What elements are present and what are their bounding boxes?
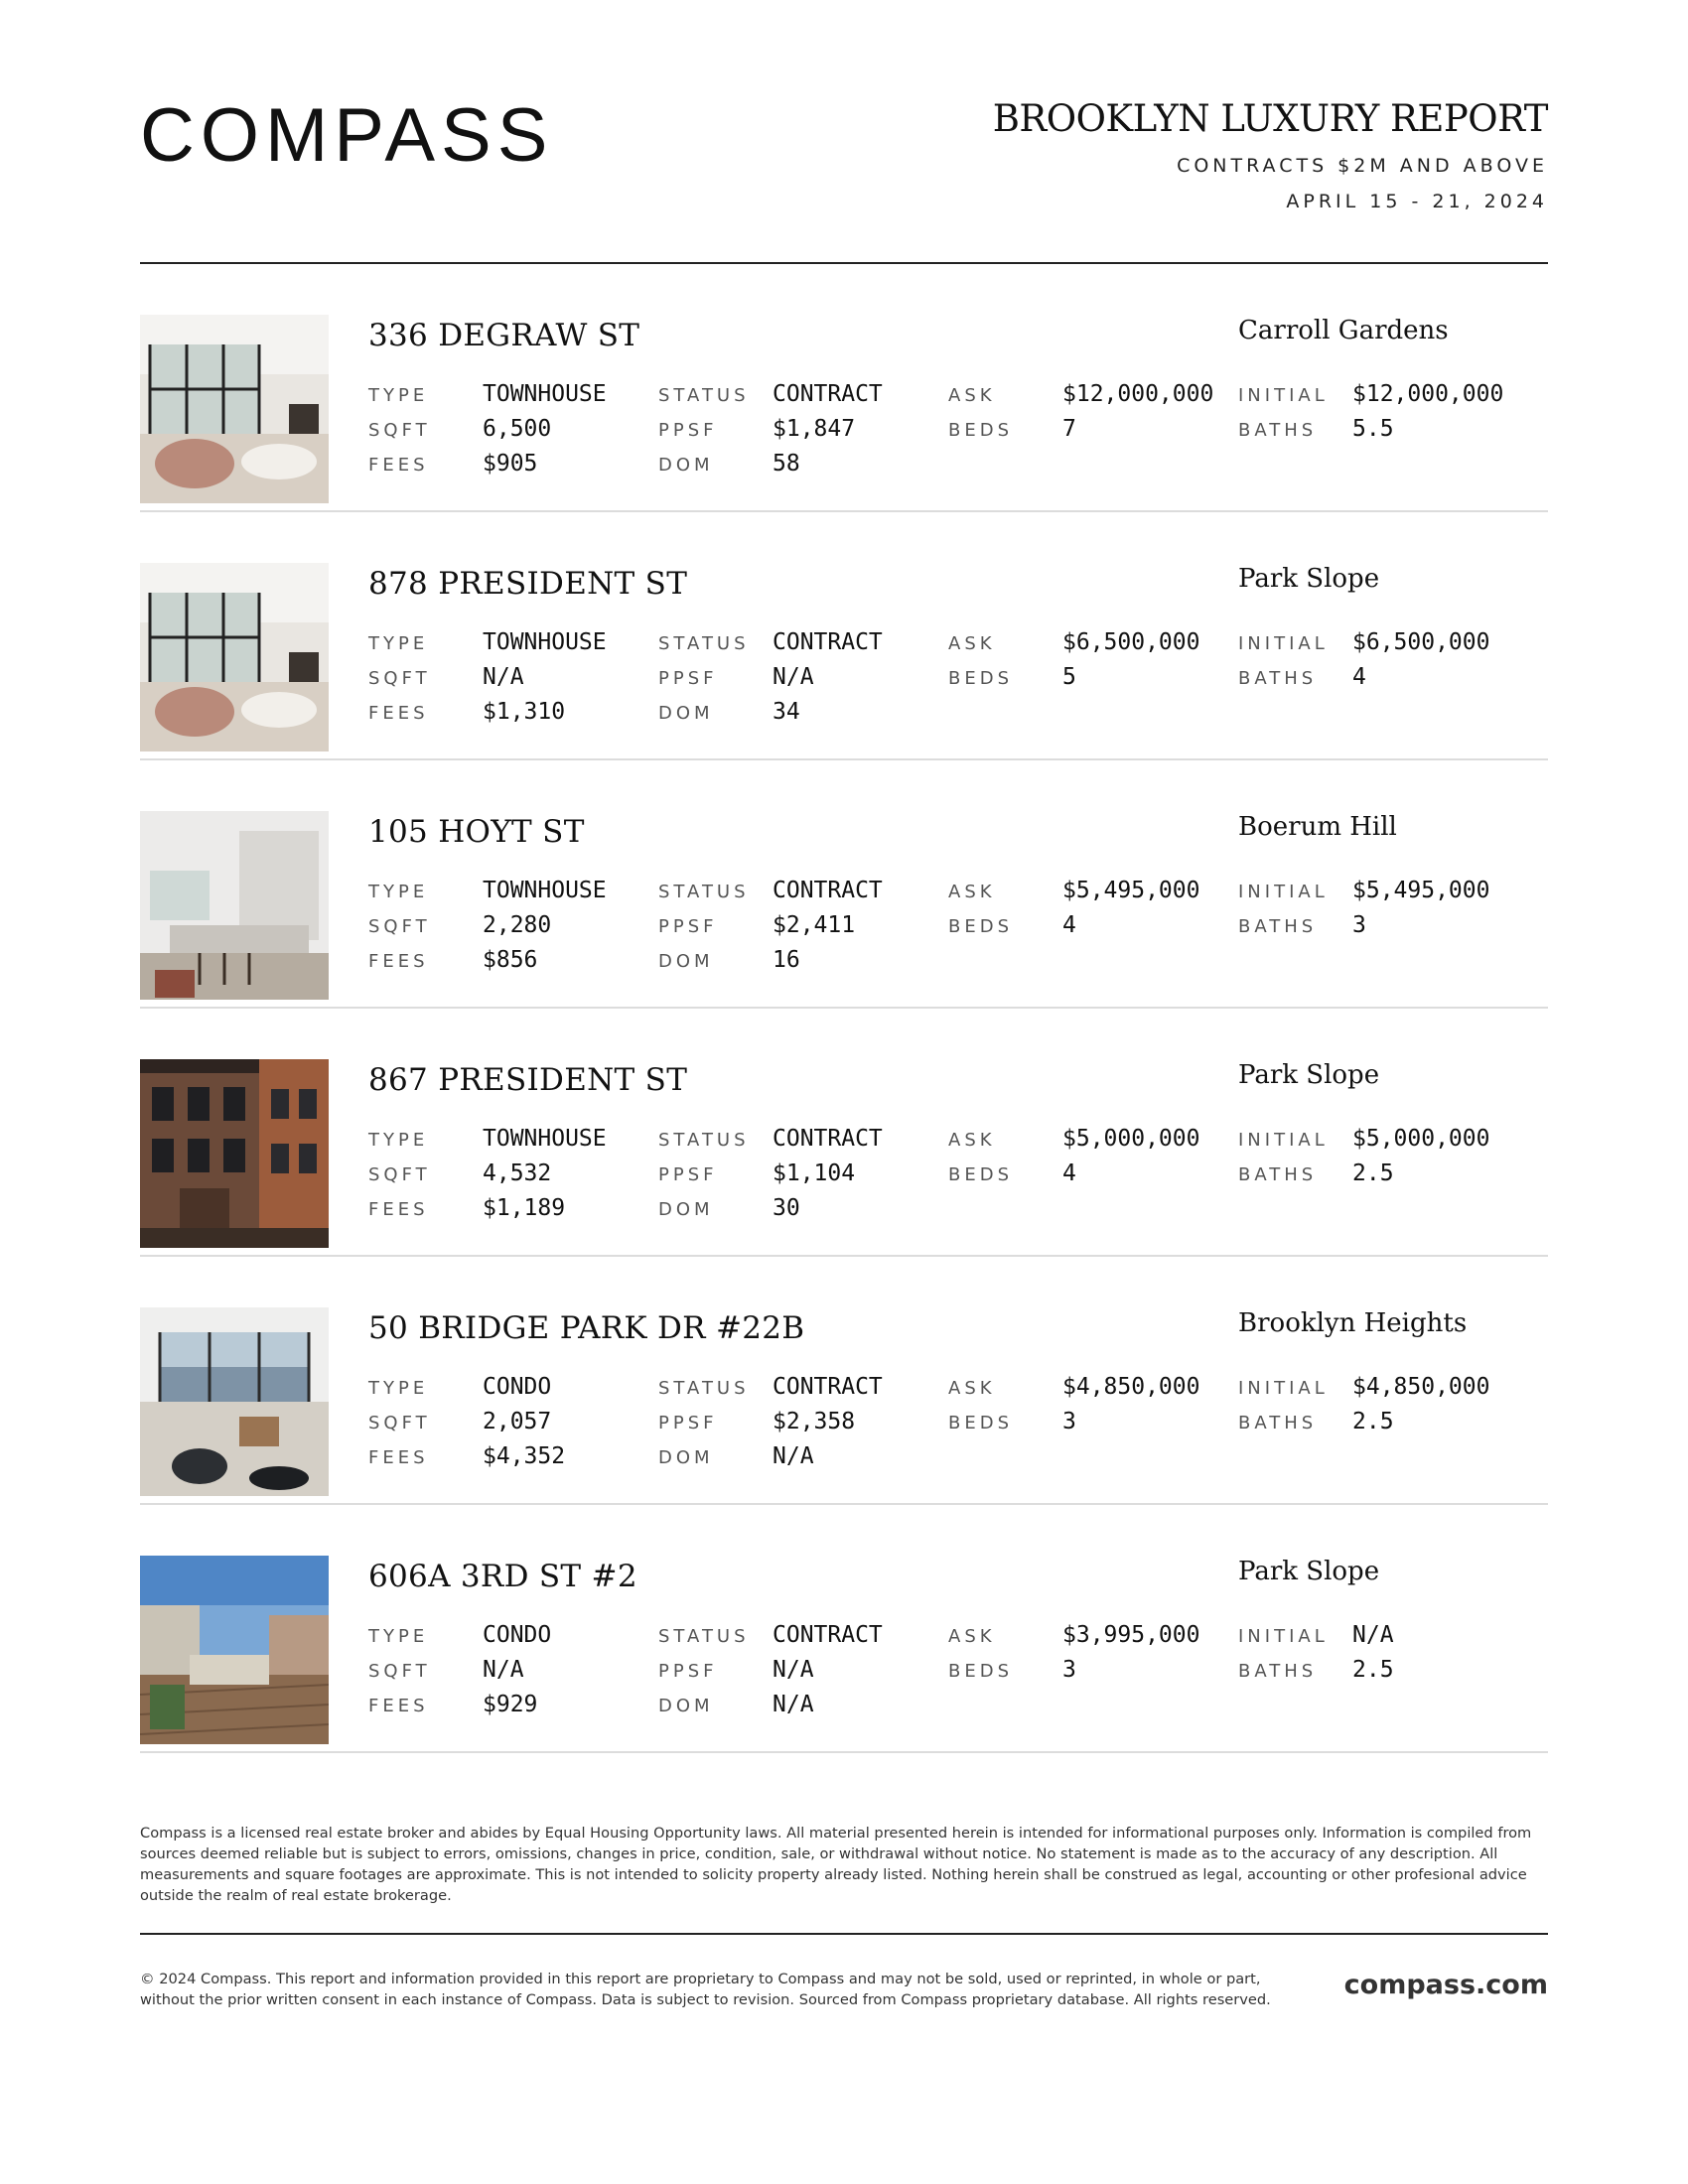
baths-label: BATHS xyxy=(1238,916,1318,937)
baths-label: BATHS xyxy=(1238,1164,1318,1185)
type-value: TOWNHOUSE xyxy=(483,381,607,407)
ask-value: $3,995,000 xyxy=(1062,1622,1200,1648)
initial-value: $4,850,000 xyxy=(1352,1374,1490,1400)
sqft-label: SQFT xyxy=(368,916,431,937)
baths-value: 2.5 xyxy=(1352,1657,1394,1683)
type-label: TYPE xyxy=(368,385,429,406)
ask-label: ASK xyxy=(948,1378,996,1399)
type-value: TOWNHOUSE xyxy=(483,629,607,655)
sqft-label: SQFT xyxy=(368,1661,431,1682)
baths-value: 2.5 xyxy=(1352,1160,1394,1186)
sqft-value: N/A xyxy=(483,1657,524,1683)
logo-text: COMPASS xyxy=(140,99,554,169)
initial-value: N/A xyxy=(1352,1622,1394,1648)
type-value: TOWNHOUSE xyxy=(483,1126,607,1152)
ppsf-value: $2,411 xyxy=(773,912,856,938)
ask-label: ASK xyxy=(948,385,996,406)
ask-label: ASK xyxy=(948,882,996,902)
report-header xyxy=(140,95,1548,264)
beds-label: BEDS xyxy=(948,1164,1014,1185)
report-title: BROOKLYN LUXURY REPORT xyxy=(992,97,1548,140)
sqft-value: 2,280 xyxy=(483,912,552,938)
listing-address[interactable]: 867 PRESIDENT ST xyxy=(368,1062,688,1098)
type-label: TYPE xyxy=(368,633,429,654)
initial-value: $12,000,000 xyxy=(1352,381,1504,407)
fees-label: FEES xyxy=(368,1447,429,1468)
status-label: STATUS xyxy=(658,1130,750,1151)
listing-address[interactable]: 50 BRIDGE PARK DR #22B xyxy=(368,1310,805,1346)
beds-value: 3 xyxy=(1062,1657,1076,1683)
fees-value: $929 xyxy=(483,1692,538,1717)
beds-value: 7 xyxy=(1062,416,1076,442)
sqft-label: SQFT xyxy=(368,420,431,441)
listing-neighborhood: Boerum Hill xyxy=(1238,812,1397,842)
ask-value: $5,000,000 xyxy=(1062,1126,1200,1152)
type-value: CONDO xyxy=(483,1374,552,1400)
website-link[interactable]: compass.com xyxy=(1343,1970,1548,2000)
beds-value: 5 xyxy=(1062,664,1076,690)
status-value: CONTRACT xyxy=(773,1622,883,1648)
ppsf-label: PPSF xyxy=(658,1413,718,1433)
initial-label: INITIAL xyxy=(1238,633,1329,654)
initial-label: INITIAL xyxy=(1238,1626,1329,1647)
ask-label: ASK xyxy=(948,633,996,654)
initial-label: INITIAL xyxy=(1238,385,1329,406)
initial-value: $5,495,000 xyxy=(1352,878,1490,903)
baths-label: BATHS xyxy=(1238,420,1318,441)
sqft-label: SQFT xyxy=(368,1413,431,1433)
type-label: TYPE xyxy=(368,1130,429,1151)
initial-label: INITIAL xyxy=(1238,882,1329,902)
sqft-value: 6,500 xyxy=(483,416,552,442)
sqft-value: 2,057 xyxy=(483,1409,552,1434)
listing-neighborhood: Park Slope xyxy=(1238,564,1380,594)
condo-water-view-photo[interactable] xyxy=(140,1307,329,1496)
baths-label: BATHS xyxy=(1238,1413,1318,1433)
listings-list xyxy=(140,264,1548,1753)
report-dates: APRIL 15 - 21, 2024 xyxy=(1286,191,1548,212)
fees-value: $4,352 xyxy=(483,1443,566,1469)
listing-neighborhood: Park Slope xyxy=(1238,1060,1380,1090)
ppsf-value: $1,104 xyxy=(773,1160,856,1186)
dom-value: 34 xyxy=(773,699,800,725)
dom-value: 30 xyxy=(773,1195,800,1221)
brownstone-facade-photo[interactable] xyxy=(140,1059,329,1248)
ask-value: $4,850,000 xyxy=(1062,1374,1200,1400)
listing-row xyxy=(140,264,1548,512)
dom-label: DOM xyxy=(658,951,714,972)
fees-label: FEES xyxy=(368,703,429,724)
listing-row xyxy=(140,760,1548,1009)
type-label: TYPE xyxy=(368,1378,429,1399)
sqft-label: SQFT xyxy=(368,668,431,689)
fees-value: $1,310 xyxy=(483,699,566,725)
listing-neighborhood: Brooklyn Heights xyxy=(1238,1308,1468,1338)
ppsf-label: PPSF xyxy=(658,1661,718,1682)
status-label: STATUS xyxy=(658,385,750,406)
status-label: STATUS xyxy=(658,882,750,902)
ask-value: $5,495,000 xyxy=(1062,878,1200,903)
fees-value: $1,189 xyxy=(483,1195,566,1221)
fees-value: $856 xyxy=(483,947,538,973)
listing-row xyxy=(140,1505,1548,1753)
listing-row xyxy=(140,1257,1548,1505)
type-label: TYPE xyxy=(368,1626,429,1647)
initial-label: INITIAL xyxy=(1238,1378,1329,1399)
dom-label: DOM xyxy=(658,455,714,476)
footer-divider xyxy=(140,1933,1548,1935)
listing-row xyxy=(140,512,1548,760)
fees-value: $905 xyxy=(483,451,538,477)
baths-value: 2.5 xyxy=(1352,1409,1394,1434)
ppsf-label: PPSF xyxy=(658,916,718,937)
beds-label: BEDS xyxy=(948,1413,1014,1433)
type-value: TOWNHOUSE xyxy=(483,878,607,903)
sqft-label: SQFT xyxy=(368,1164,431,1185)
ask-value: $12,000,000 xyxy=(1062,381,1214,407)
ask-label: ASK xyxy=(948,1130,996,1151)
ppsf-label: PPSF xyxy=(658,1164,718,1185)
beds-label: BEDS xyxy=(948,668,1014,689)
initial-label: INITIAL xyxy=(1238,1130,1329,1151)
dom-value: N/A xyxy=(773,1692,814,1717)
fees-label: FEES xyxy=(368,951,429,972)
beds-label: BEDS xyxy=(948,916,1014,937)
copyright-text: © 2024 Compass. This report and information provided in this report are proprietary to Compass and may not be sold, used or reprinted, in whole or part, without the prior written consent in each instance of Compass. Data is subject to revision. Sourced from Compass proprietary database. All rights reserved. xyxy=(140,1971,1271,2008)
status-label: STATUS xyxy=(658,633,750,654)
beds-value: 4 xyxy=(1062,1160,1076,1186)
sqft-value: N/A xyxy=(483,664,524,690)
ppsf-value: N/A xyxy=(773,664,814,690)
dom-label: DOM xyxy=(658,1447,714,1468)
baths-value: 4 xyxy=(1352,664,1366,690)
sqft-value: 4,532 xyxy=(483,1160,552,1186)
listing-neighborhood: Park Slope xyxy=(1238,1557,1380,1586)
dom-label: DOM xyxy=(658,1696,714,1716)
townhouse-living-room-photo[interactable] xyxy=(140,563,329,751)
listing-address[interactable]: 606A 3RD ST #2 xyxy=(368,1559,637,1594)
report-subtitle: CONTRACTS $2M AND ABOVE xyxy=(1177,155,1548,177)
dom-value: 16 xyxy=(773,947,800,973)
compass-logo xyxy=(140,99,577,169)
ppsf-value: $1,847 xyxy=(773,416,856,442)
listing-address[interactable]: 336 DEGRAW ST xyxy=(368,318,640,353)
ppsf-value: N/A xyxy=(773,1657,814,1683)
townhouse-living-room-photo[interactable] xyxy=(140,315,329,503)
status-label: STATUS xyxy=(658,1378,750,1399)
ppsf-label: PPSF xyxy=(658,420,718,441)
status-label: STATUS xyxy=(658,1626,750,1647)
fees-label: FEES xyxy=(368,455,429,476)
listing-neighborhood: Carroll Gardens xyxy=(1238,316,1449,345)
beds-label: BEDS xyxy=(948,420,1014,441)
listing-address[interactable]: 105 HOYT ST xyxy=(368,814,585,850)
listing-address[interactable]: 878 PRESIDENT ST xyxy=(368,566,688,602)
status-value: CONTRACT xyxy=(773,381,883,407)
baths-label: BATHS xyxy=(1238,668,1318,689)
fees-label: FEES xyxy=(368,1696,429,1716)
beds-value: 4 xyxy=(1062,912,1076,938)
baths-value: 5.5 xyxy=(1352,416,1394,442)
ask-label: ASK xyxy=(948,1626,996,1647)
status-value: CONTRACT xyxy=(773,629,883,655)
dom-value: N/A xyxy=(773,1443,814,1469)
initial-value: $6,500,000 xyxy=(1352,629,1490,655)
ppsf-label: PPSF xyxy=(658,668,718,689)
roof-deck-photo[interactable] xyxy=(140,1556,329,1744)
type-label: TYPE xyxy=(368,882,429,902)
ppsf-value: $2,358 xyxy=(773,1409,856,1434)
beds-value: 3 xyxy=(1062,1409,1076,1434)
status-value: CONTRACT xyxy=(773,878,883,903)
status-value: CONTRACT xyxy=(773,1374,883,1400)
listing-row xyxy=(140,1009,1548,1257)
baths-label: BATHS xyxy=(1238,1661,1318,1682)
kitchen-photo[interactable] xyxy=(140,811,329,1000)
initial-value: $5,000,000 xyxy=(1352,1126,1490,1152)
beds-label: BEDS xyxy=(948,1661,1014,1682)
report-page xyxy=(140,0,1548,2184)
disclaimer-text: Compass is a licensed real estate broker and abides by Equal Housing Opportunity laws. All material presented herein is intended for informational purposes only. Information is compiled from sources deemed reliable but is subject to errors, omissions, changes in price, condition, sale, or withdrawal without notice. No statement is made as to the accuracy of any description. All measurements and square footages are approximate. This is not intended to solicity property already listed. Nothing herein shall be construed as legal, accounting or other profesional advice outside the realm of real estate brokerage. xyxy=(140,1825,1532,1904)
fees-label: FEES xyxy=(368,1199,429,1220)
dom-label: DOM xyxy=(658,703,714,724)
dom-label: DOM xyxy=(658,1199,714,1220)
baths-value: 3 xyxy=(1352,912,1366,938)
ask-value: $6,500,000 xyxy=(1062,629,1200,655)
type-value: CONDO xyxy=(483,1622,552,1648)
status-value: CONTRACT xyxy=(773,1126,883,1152)
dom-value: 58 xyxy=(773,451,800,477)
